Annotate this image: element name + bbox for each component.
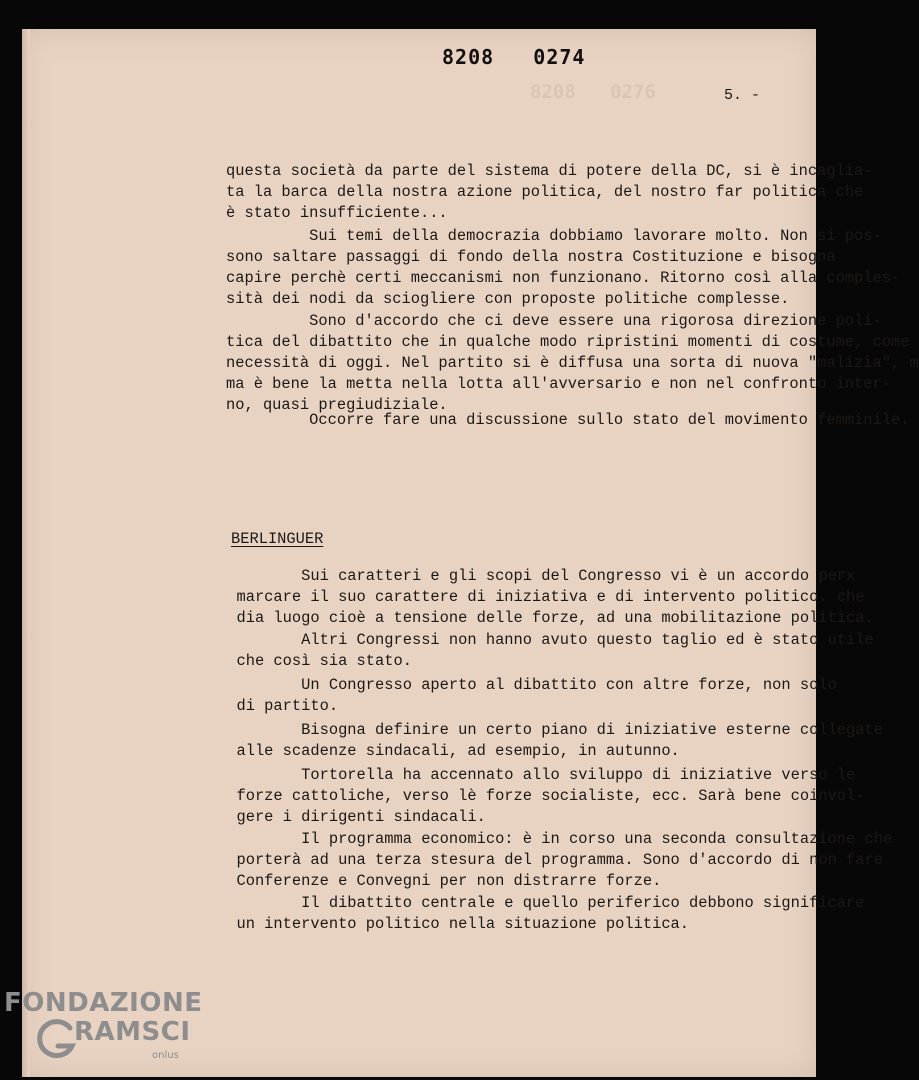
page-number: 5. - [724, 87, 761, 104]
watermark-subtitle: RAMSCI [74, 1017, 191, 1047]
watermark-title: FONDAZIONE [4, 988, 203, 1018]
paragraph: questa società da parte del sistema di potere della DC, si è incaglia- ta la barca della nostra azione politica, del nostro far politica che è stato insufficiente... [226, 162, 873, 222]
document-page [22, 29, 919, 1077]
paragraph: Occorre fare una discussione sullo stato del movimento femminile. [226, 411, 910, 429]
paragraph: Un Congresso aperto al dibattito con altre forze, non solo di partito. [236, 676, 837, 715]
show-through-number: 8208 0276 [530, 81, 656, 103]
paragraph: Sui caratteri e gli scopi del Congresso vi è un accordo perx marcare il suo carattere di iniziativa e di intervento politico. che dia luogo cioè a tensione delle forze, ad una mobilitazione politica. [236, 567, 874, 627]
paragraph: Il dibattito centrale e quello periferico debbono significare un intervento politico nella situazione politica. [236, 894, 865, 933]
paragraph: Bisogna definire un certo piano di iniziative esterne collegate alle scadenze sindacali, ad esempio, in autunno. [236, 721, 883, 760]
gramsci-g-logo-icon [34, 1018, 78, 1062]
paragraph: Il programma economico: è in corso una seconda consultazione che porterà ad una terza stesura del programma. Sono d'accordo di non fare Conferenze e Convegni per non distrarre forze. [236, 830, 893, 890]
fondazione-gramsci-watermark [4, 988, 214, 1078]
paragraph: Sono d'accordo che ci deve essere una rigorosa direzione poli- tica del dibattito che in qualche modo ripristini momenti di costume, come necessità di oggi. Nel partito si è diffusa una sorta di nuova "malizia", m ma è bene la metta nella lotta all'avversario e non nel confronto inter- no, quasi pregiudiziale. [226, 312, 919, 414]
watermark-onlus: onlus [152, 1050, 179, 1061]
speaker-heading: BERLINGUER [231, 530, 324, 548]
paragraph: Tortorella ha accennato allo sviluppo di iniziative verso le forze cattoliche, verso lè forze socialiste, ecc. Sarà bene coinvol- gere i dirigenti sindacali. [236, 766, 865, 826]
paragraph: Sui temi della democrazia dobbiamo lavorare molto. Non si pos- sono saltare passaggi di fondo della nostra Costituzione e bisogna capire perchè certi meccanismi non funzionano. Ritorno così alla comples- sità dei nodi da sciogliere con proposte politiche complesse. [226, 227, 901, 308]
archive-number: 8208 0274 [442, 45, 586, 69]
page-edge-shadow [22, 29, 30, 1077]
paragraph: Altri Congressi non hanno avuto questo taglio ed è stato utile che così sia stato. [236, 631, 874, 670]
